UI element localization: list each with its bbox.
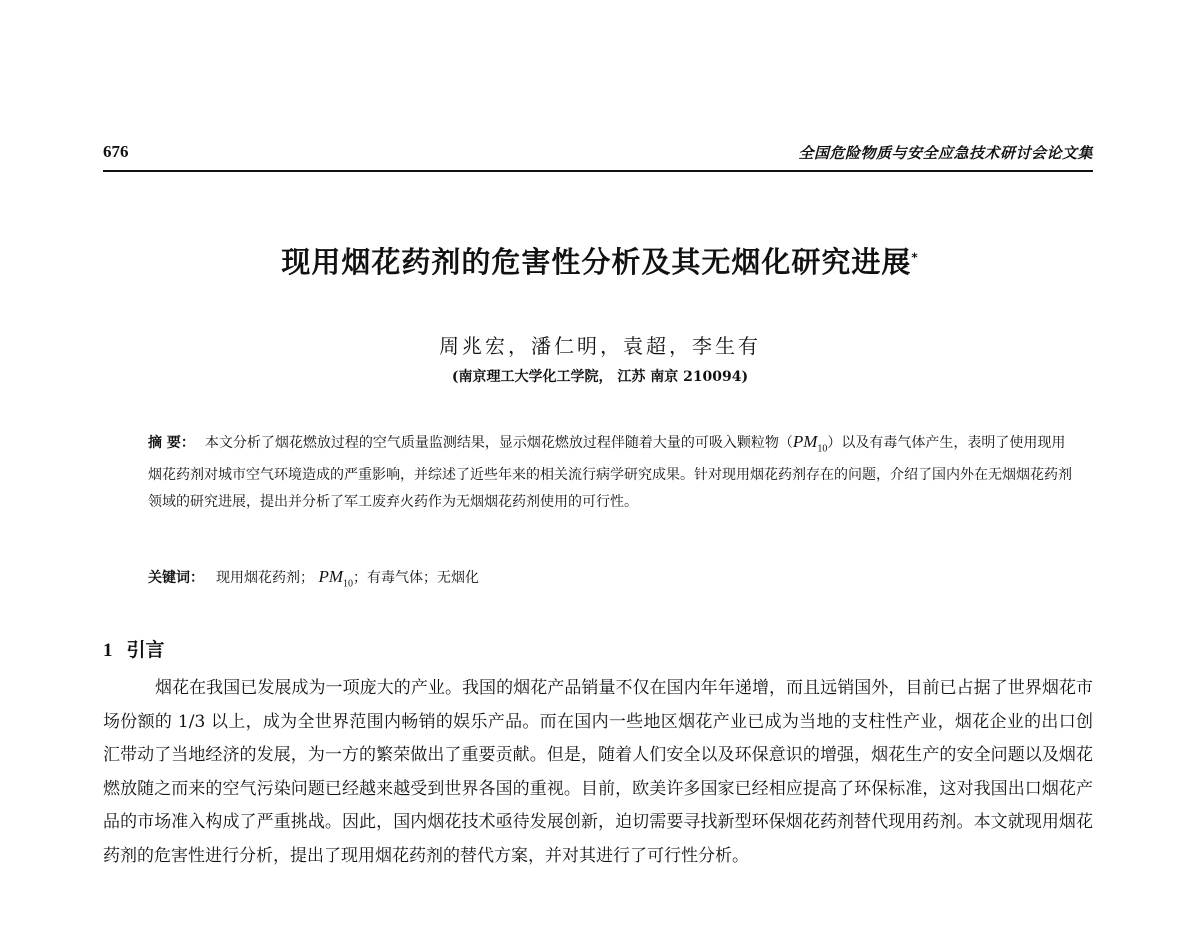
- abstract-label: 摘 要：: [148, 435, 195, 451]
- keyword-1: 现用烟花药剂；: [216, 570, 314, 586]
- pm10-symbol: [792, 432, 828, 455]
- section-heading-introduction: [103, 635, 165, 662]
- affiliation: (南京理工大学化工学院， 江苏 南京 210094): [451, 369, 749, 385]
- keyword-pm-symbol: PM: [318, 567, 343, 586]
- introduction-paragraph: 烟花在我国已发展成为一项庞大的产业。我国的烟花产品销量不仅在国内年年递增，而且远销国外，目前已占据了世界烟花市场份额的 1/3 以上，成为全世界范围内畅销的娱乐产品。而在国内一些地区烟花产业已成为当地的支柱性产业，烟花企业的出口创汇带动了当地经济的发展，为一方的繁荣做出了重要贡献。但是，随着人们安全以及环保意识的增强，烟花生产的安全问题以及烟花燃放随之而来的空气污染问题已经越来越受到世界各国的重视。目前，欧美许多国家已经相应提高了环保标准，这对我国出口烟花产品的市场准入构成了严重挑战。因此，国内烟花技术亟待发展创新，迫切需要寻找新型环保烟花药剂替代现用药剂。本文就现用烟花药剂的危害性进行分析，提出了现用烟花药剂的替代方案，并对其进行了可行性分析。: [103, 678, 1093, 866]
- page-header: [103, 138, 1093, 172]
- title-footnote-mark: *: [911, 250, 919, 265]
- keywords-rest: ；有毒气体；无烟化: [353, 570, 479, 586]
- keyword-pm-subscript: 10: [343, 578, 353, 590]
- page-number: 676: [103, 142, 129, 161]
- pm-symbol-text: PM: [792, 432, 818, 451]
- abstract-text-part2: ）以及有毒气体产生，表明了使用现用烟花药剂对城市空气环境造成的严重影响，并综述了近些年来的相关流行病学研究成果。针对现用烟花药剂存在的问题，介绍了国内外在无烟烟花药剂领域的研究进展，提出并分析了军工废弃火药作为无烟烟花药剂使用的可行性。: [148, 435, 1072, 511]
- authors: 周兆宏，潘仁明，袁超，李生有: [439, 334, 761, 358]
- abstract: [148, 428, 1078, 516]
- journal-title: 全国危险物质与安全应急技术研讨会论文集: [798, 144, 1093, 162]
- paper-title: [0, 240, 1200, 281]
- paper-title-text: 现用烟花药剂的危害性分析及其无烟化研究进展: [281, 245, 912, 279]
- abstract-text-part1: 本文分析了烟花燃放过程的空气质量监测结果，显示烟花燃放过程伴随着大量的可吸入颗粒物（: [204, 435, 793, 451]
- keyword-pm10: [318, 567, 353, 590]
- pm-subscript: 10: [817, 443, 828, 455]
- keywords: [148, 563, 1078, 597]
- keywords-label: 关键词：: [148, 570, 204, 586]
- section-number: 1: [103, 640, 113, 661]
- section-title: 引言: [126, 639, 165, 661]
